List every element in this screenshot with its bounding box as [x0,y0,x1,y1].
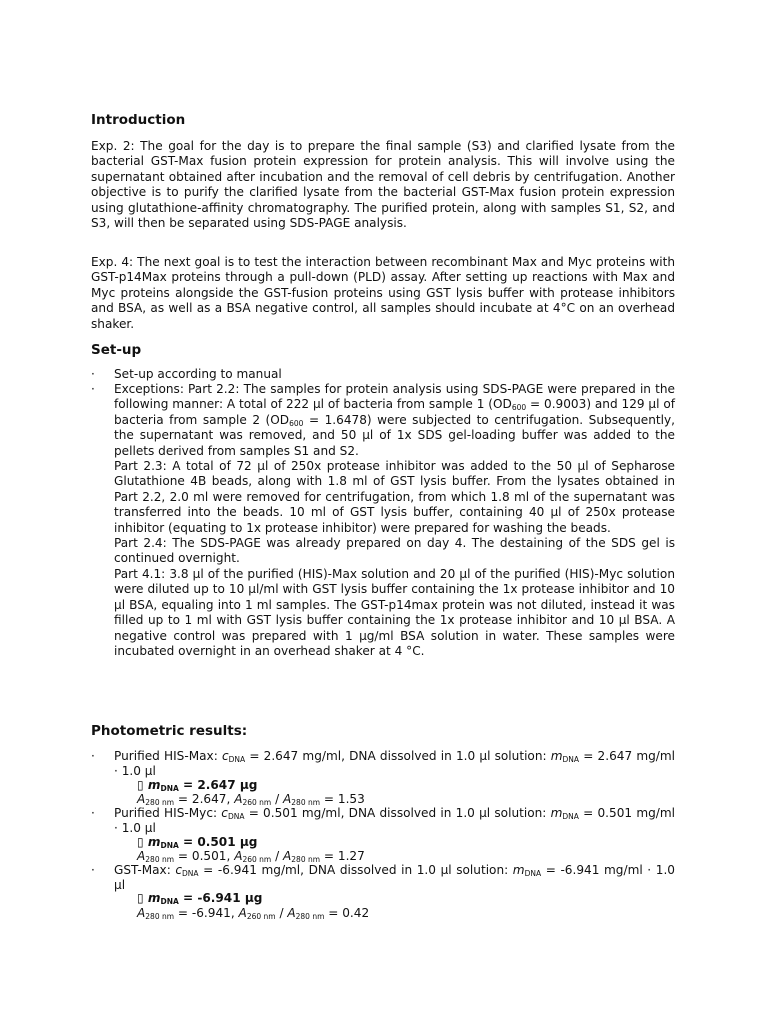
bullet: · [91,806,95,820]
part23-text: Part 2.3: A total of 72 µl of 250x protease inhibitor was added to the 50 µl of Sepharose Glutathione 4B beads, along with 1.8 ml of GST lysis buffer. From the lysates obtained in Part 2.2, 2.0 ml were removed for centrifugation, from which 1.8 ml of the supernatant was transferred into the beads. 10 ml of GST lysis buffer, containing 40 µl of 250x protease inhibitor (equating to 1x protease inhibitor) were prepared for washing the beads. [114,459,675,535]
setup-item-exceptions [91,382,675,659]
setup-heading: Set-up [91,342,142,358]
part24-text: Part 2.4: The SDS-PAGE was already prepared on day 4. The destaining of the SDS gel is continued overnight. [114,536,675,566]
part41-text: Part 4.1: 3.8 µl of the purified (HIS)-Max solution and 20 µl of the purified (HIS)-Myc solution were diluted up to 10 µl/ml with GST lysis buffer containing the 1x protease inhibitor and 10 µl BSA, equaling into 1 ml samples. The GST-p14max protein was not diluted, instead it was filled up to 1 ml with GST lysis buffer containing the 1x protease inhibitor and 10 µl BSA. A negative control was prepared with 1 µg/ml BSA solution in water. These samples were incubated overnight in an overhead shaker at 4 °C. [114,566,675,658]
result-mass-his-myc: ▯ $m_{DNA} = 0.501$ µg [137,835,258,850]
absorbance-his-myc: $A_{280 nm} = 0.501$, $A_{260 nm} / A_{280 nm} = 1.27$ [137,849,365,864]
absorbance-gst-max: $A_{280 nm} = -6.941$, $A_{260 nm} / A_{280 nm} = 0.42$ [137,906,370,921]
arrow-icon: ▯ [137,778,144,792]
photometric-item-gst-max [91,863,675,894]
bullet: · [91,863,95,877]
result-mass-gst-max: ▯ $m_{DNA} = -6.941$ µg [137,891,263,906]
absorbance-his-max: $A_{280 nm} = 2.647$, $A_{260 nm} / A_{280 nm} = 1.53$ [137,792,365,807]
bullet: · [91,367,95,381]
intro-paragraph-exp2: Exp. 2: The goal for the day is to prepare the final sample (S3) and clarified lysate from the bacterial GST-Max fusion protein expression for protein analysis. This will involve using the supernatant obtained after incubation and the removal of cell debris by centrifugation. Another objective is to purify the clarified lysate from the bacterial GST-Max fusion protein expression using glutathione-affinity chromatography. The purified protein, along with samples S1, S2, and S3, will then be separated using SDS-PAGE analysis. [91,139,675,231]
arrow-icon: ▯ [137,835,144,849]
arrow-icon: ▯ [137,891,144,905]
photometric-item-text: Purified HIS-Max: $c_{DNA} = 2.647$ mg/ml, DNA dissolved in 1.0 µl solution: $m_{DNA} = 2.647$ mg/ml · 1.0 µl [114,749,676,779]
photometric-item-text: Purified HIS-Myc: $c_{DNA} = 0.501$ mg/ml, DNA dissolved in 1.0 µl solution: $m_{DNA} = 0.501$ mg/ml · 1.0 µl [114,806,675,836]
photometric-item-his-myc [91,806,675,837]
setup-item-text: Set-up according to manual [114,367,282,381]
intro-paragraph-exp4: Exp. 4: The next goal is to test the interaction between recombinant Max and Myc proteins with GST-p14Max proteins through a pull-down (PLD) assay. After setting up reactions with Max and Myc proteins alongside the GST-fusion proteins using GST lysis buffer with protease inhibitors and BSA, as well as a BSA negative control, all samples should incubate at 4°C on an overhead shaker. [91,255,675,331]
photometric-item-his-max [91,749,675,780]
exceptions-body [114,382,675,659]
setup-item-manual [91,367,675,382]
bullet: · [91,382,95,396]
introduction-heading: Introduction [91,112,186,128]
result-mass-his-max: ▯ $m_{DNA} = 2.647$ µg [137,778,258,793]
part22-text: Exceptions: Part 2.2: The samples for protein analysis using SDS-PAGE were prepared in the following manner: A total of 222 µl of bacteria from sample 1 $(OD_{600} = 0.9003)$ and 129 µl of bacteria from sample 2 $(OD_{600} = 1.6478)$ were subjected to centrifugation. Subsequently, the supernatant was removed, and 50 µl of 1x SDS gel-loading buffer was added to the pellets derived from samples S1 and S2. [114,382,675,458]
photometric-heading: Photometric results: [91,723,248,739]
photometric-item-text: GST-Max: $c_{DNA} = -6.941$ mg/ml, DNA dissolved in 1.0 µl solution: $m_{DNA} = -6.941$ mg/ml · 1.0 µl [114,863,675,893]
bullet: · [91,749,95,763]
